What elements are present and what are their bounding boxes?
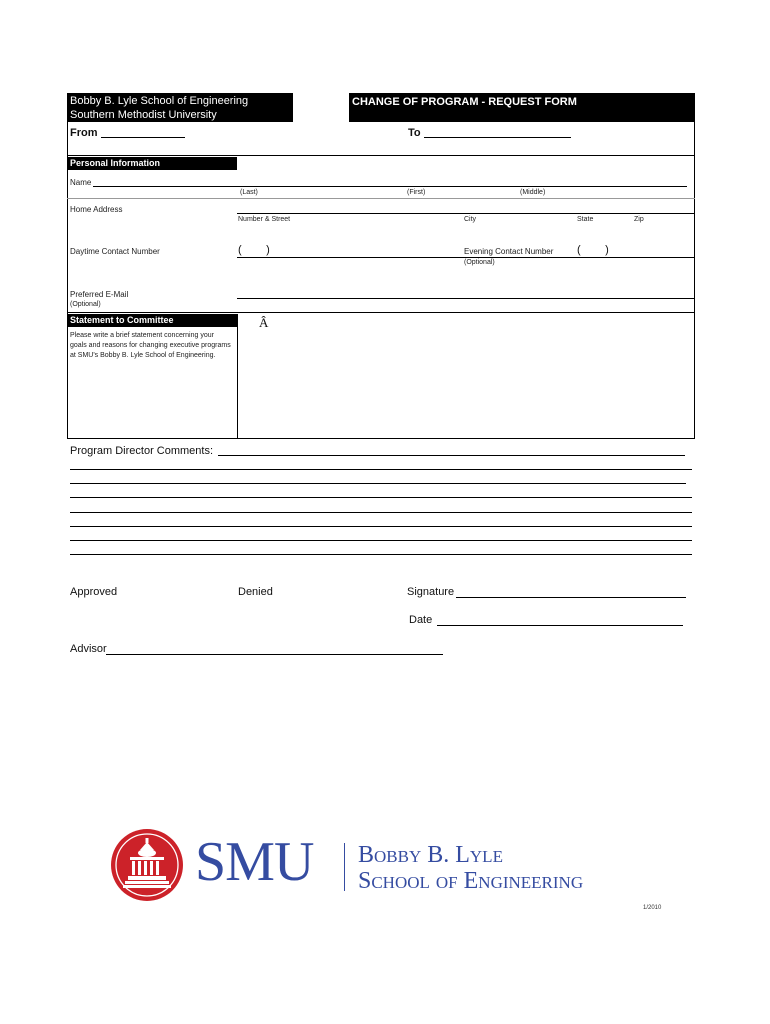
form-right-border <box>694 93 695 439</box>
director-comments-line-3[interactable] <box>70 483 686 484</box>
middle-name-hint: (Middle) <box>520 189 546 196</box>
revision-date: 1/2010 <box>643 905 662 911</box>
home-address-field[interactable] <box>237 213 695 214</box>
first-name-hint: (First) <box>407 189 426 196</box>
to-label: To <box>408 127 421 139</box>
to-field[interactable] <box>424 137 571 138</box>
advisor-field[interactable] <box>106 654 443 655</box>
email-field[interactable] <box>237 298 695 299</box>
city-hint: City <box>464 216 477 223</box>
denied-label[interactable]: Denied <box>238 586 273 598</box>
zip-hint: Zip <box>634 216 644 223</box>
statement-text-area[interactable] <box>238 315 693 437</box>
director-comments-label: Program Director Comments: <box>70 445 214 457</box>
school-header-box <box>67 93 293 122</box>
email-label: Preferred E-Mail <box>70 290 129 299</box>
from-field[interactable] <box>101 137 185 138</box>
university-name: Southern Methodist University <box>70 109 217 121</box>
statement-section-header <box>67 314 237 327</box>
email-optional-hint: (Optional) <box>70 301 101 308</box>
from-label: From <box>70 127 98 139</box>
director-comments-line-7[interactable] <box>70 540 692 541</box>
home-address-label: Home Address <box>70 205 123 214</box>
number-street-hint: Number & Street <box>238 216 291 223</box>
daytime-phone-underline <box>237 257 695 258</box>
statement-stray-char: Â <box>259 315 269 330</box>
director-comments-line-6[interactable] <box>70 526 692 527</box>
form-title: CHANGE OF PROGRAM - REQUEST FORM <box>352 96 577 108</box>
director-comments-line-1[interactable] <box>218 455 685 456</box>
personal-info-label: Personal Information <box>70 158 161 168</box>
date-label: Date <box>409 614 433 626</box>
director-comments-line-8[interactable] <box>70 554 692 555</box>
name-label: Name <box>70 178 92 187</box>
lyle-name-line: Bobby B. Lyle <box>358 842 503 868</box>
date-field[interactable] <box>437 625 683 626</box>
director-comments-line-2[interactable] <box>70 469 692 470</box>
school-name: Bobby B. Lyle School of Engineering <box>70 95 249 107</box>
statement-bottom-border <box>67 438 695 439</box>
state-hint: State <box>577 216 594 223</box>
form-left-border <box>67 93 68 439</box>
name-divider <box>67 198 695 199</box>
header-divider <box>67 155 695 156</box>
statement-label: Statement to Committee <box>70 315 174 325</box>
daytime-phone-field[interactable]: ( ) <box>238 244 270 256</box>
evening-contact-label: Evening Contact Number <box>464 247 554 256</box>
logo-divider <box>344 843 345 891</box>
daytime-contact-label: Daytime Contact Number <box>70 247 160 256</box>
approved-label[interactable]: Approved <box>70 586 118 598</box>
advisor-label: Advisor <box>70 643 107 655</box>
smu-seal-icon <box>110 828 184 902</box>
last-name-hint: (Last) <box>240 189 258 196</box>
email-divider <box>67 312 695 313</box>
personal-info-section-header <box>67 157 237 170</box>
director-comments-line-5[interactable] <box>70 512 692 513</box>
smu-wordmark: SMU <box>195 831 314 893</box>
evening-phone-field[interactable]: ( ) <box>577 244 609 256</box>
statement-instructions: Please write a brief statement concerning your goals and reasons for changing executive programs at SMU's Bobby B. Lyle School of Engineering. <box>70 332 231 359</box>
signature-label: Signature <box>407 586 455 598</box>
director-comments-line-4[interactable] <box>70 497 692 498</box>
form-title-box <box>349 93 695 122</box>
name-field[interactable] <box>93 186 687 187</box>
engineering-name-line: School of Engineering <box>358 868 584 894</box>
evening-optional-hint: (Optional) <box>464 259 495 266</box>
signature-field[interactable] <box>456 597 686 598</box>
